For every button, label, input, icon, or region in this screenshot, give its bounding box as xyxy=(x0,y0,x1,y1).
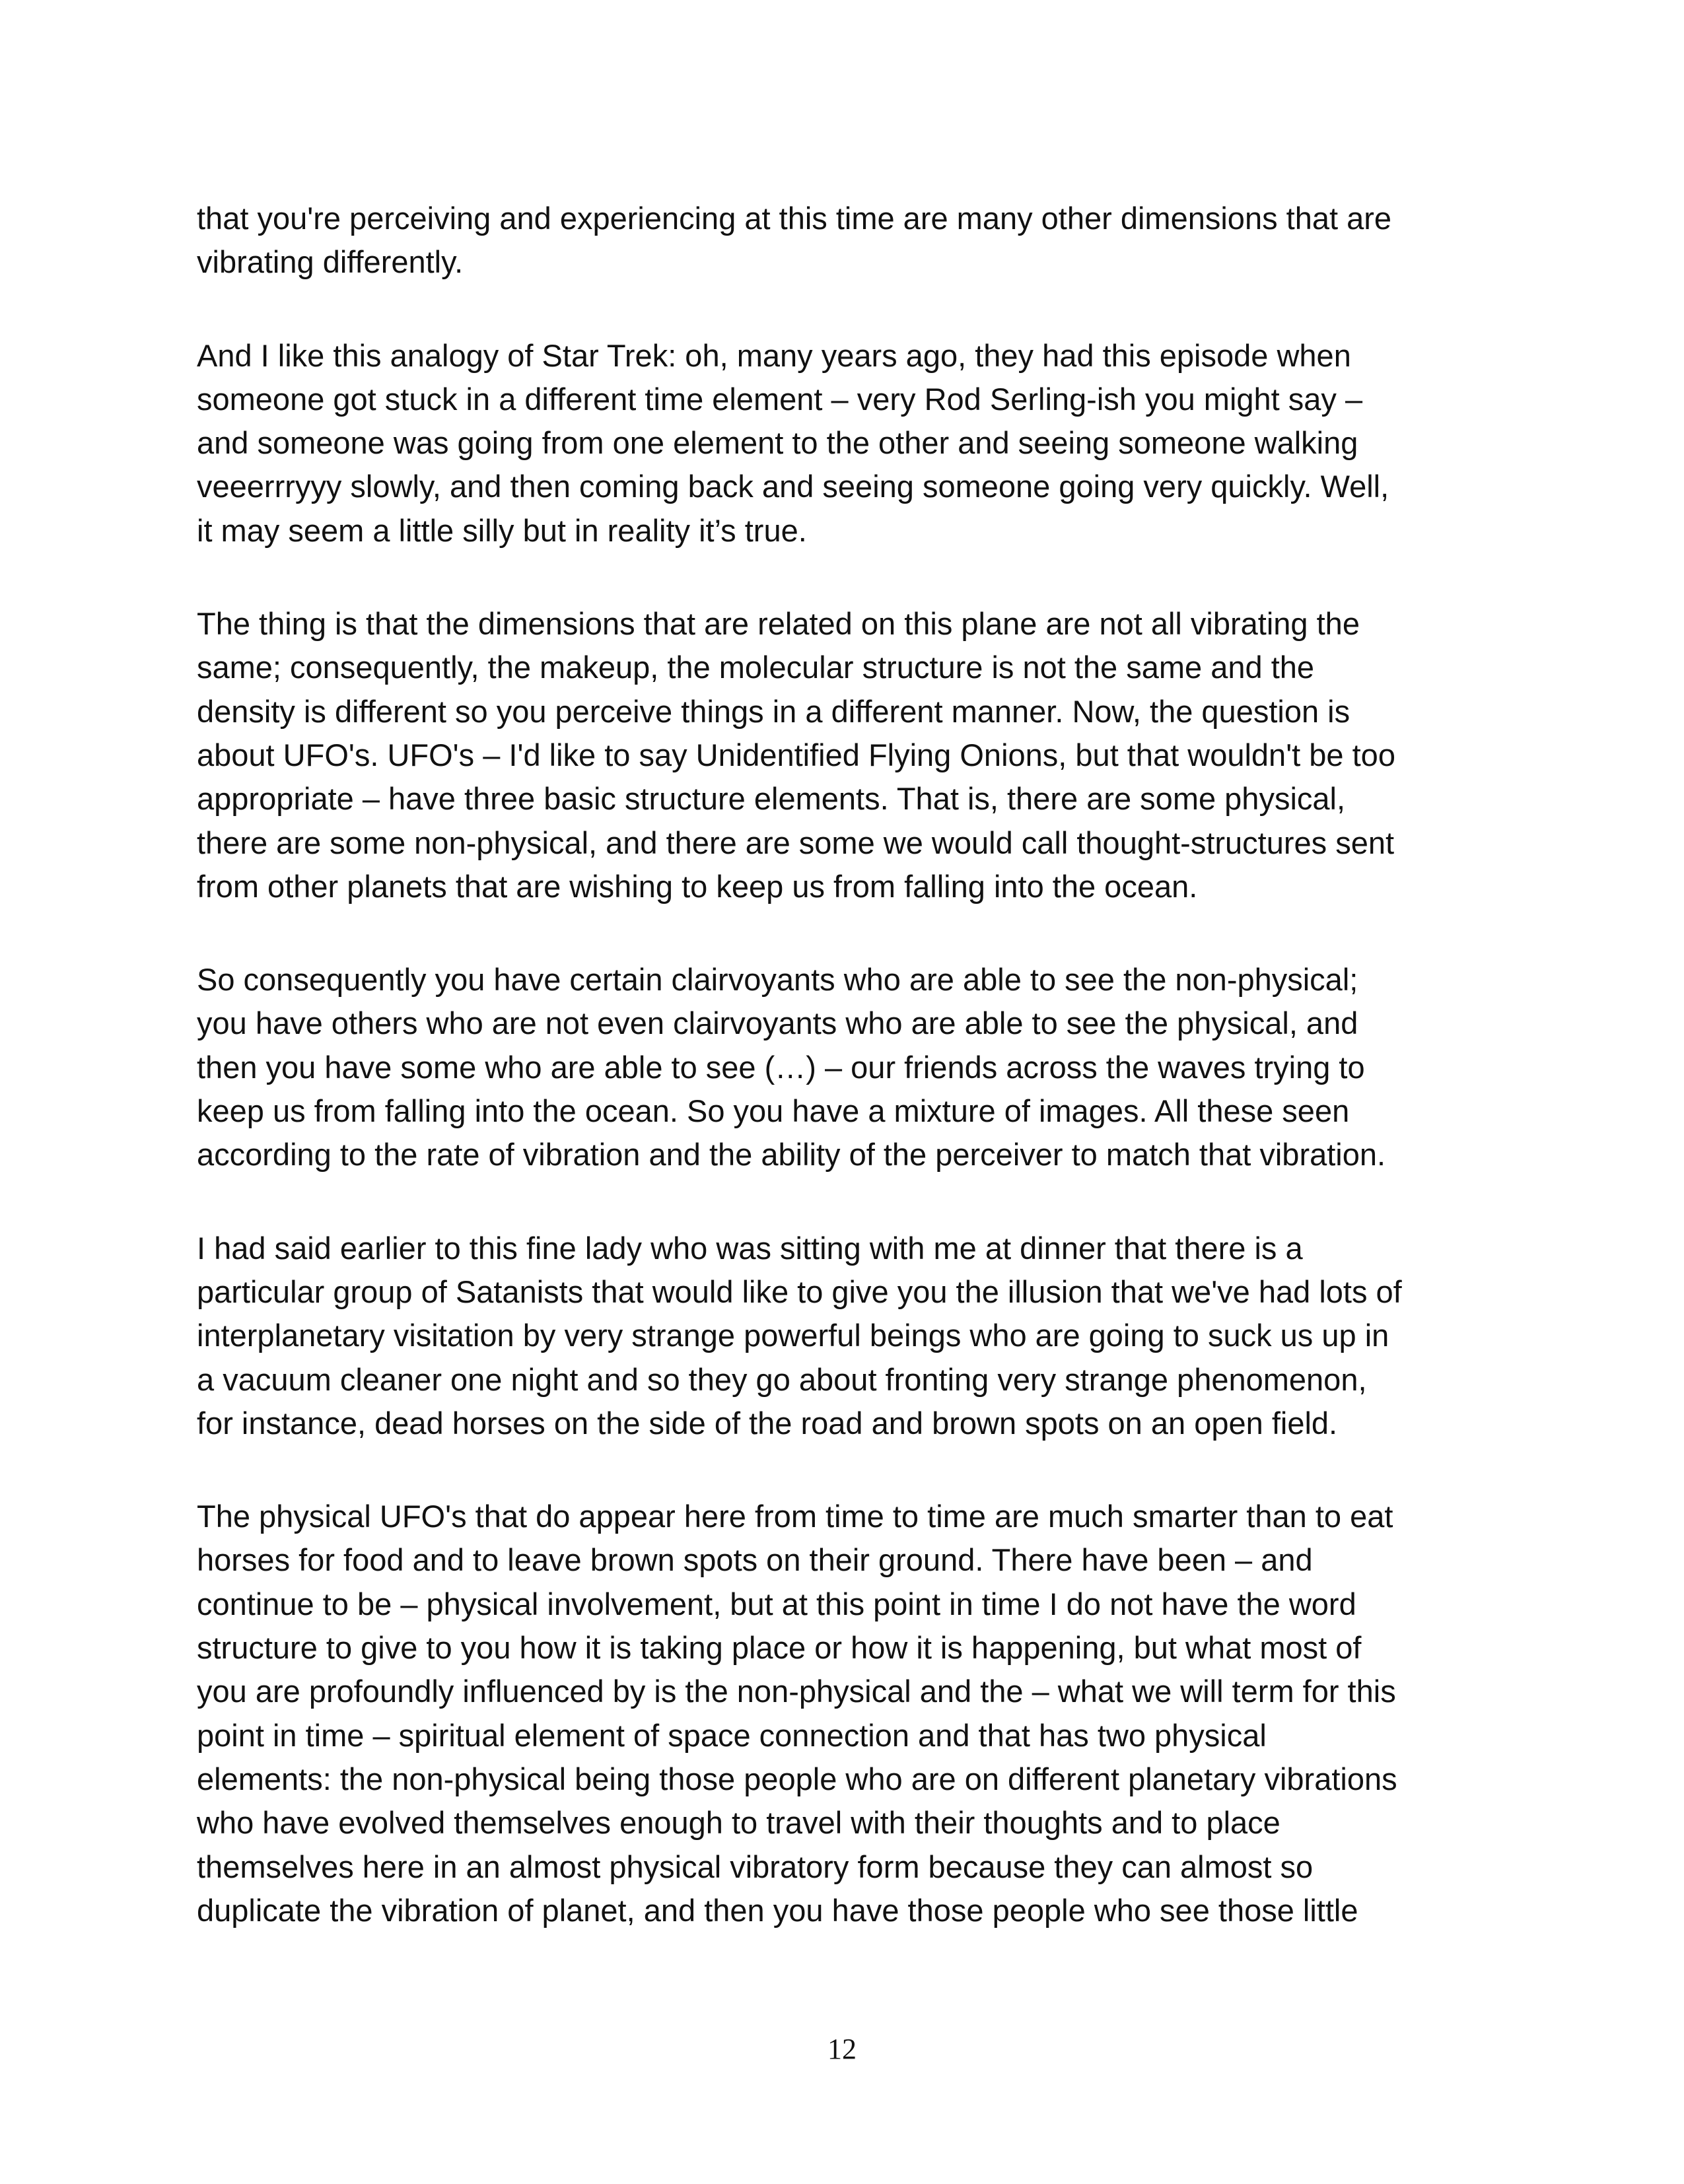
paragraph-5: I had said earlier to this fine lady who was sitting with me at dinner that there is a particular group of Satanists that would like to give you the illusion that we've had lots of interplanetary visitation by very strange powerful beings who are going to suck us up in a vacuum cleaner one night and so they go about fronting very strange phenomenon, for instance, dead horses on the side of the road and brown spots on an open field. xyxy=(197,1230,1402,1441)
page-number: 12 xyxy=(827,2033,857,2065)
paragraph-1: that you're perceiving and experiencing at this time are many other dimensions that are vibrating differently. xyxy=(197,201,1392,280)
paragraph-6: The physical UFO's that do appear here from time to time are much smarter than to eat horses for food and to leave brown spots on their ground. There have been – and continue to be – physical involvement, but at this point in time I do not have the word structure to give to you how it is taking place or how it is happening, but what most of you are profoundly influenced by is the non-physical and the – what we will term for this point in time – spiritual element of space connection and that has two physical elements: the non-physical being those people who are on different planetary vibrations who have evolved themselves enough to travel with their thoughts and to place themselves here in an almost physical vibratory form because they can almost so duplicate the vibration of planet, and then you have those people who see those little xyxy=(197,1499,1397,1928)
body-text xyxy=(197,197,1491,1982)
paragraph-2: And I like this analogy of Star Trek: oh, many years ago, they had this episode when someone got stuck in a different time element – very Rod Serling-ish you might say – and someone was going from one element to the other and seeing someone walking veeerrryyy slowly, and then coming back and seeing someone going very quickly. Well, it may seem a little silly but in reality it’s true. xyxy=(197,337,1389,548)
paragraph-4: So consequently you have certain clairvoyants who are able to see the non-physical; you have others who are not even clairvoyants who are able to see the physical, and then you have some who are able to see (…) – our friends across the waves trying to keep us from falling into the ocean. So you have a mixture of images. All these seen according to the rate of vibration and the ability of the perceiver to match that vibration. xyxy=(197,962,1386,1173)
paragraph-3: The thing is that the dimensions that are related on this plane are not all vibrating the same; consequently, the makeup, the molecular structure is not the same and the density is different so you perceive things in a different manner. Now, the question is about UFO's. UFO's – I'd like to say Unidentified Flying Onions, but that wouldn't be too appropriate – have three basic structure elements. That is, there are some physical, there are some non-physical, and there are some we would call thought-structures sent from other planets that are wishing to keep us from falling into the ocean. xyxy=(197,606,1395,904)
